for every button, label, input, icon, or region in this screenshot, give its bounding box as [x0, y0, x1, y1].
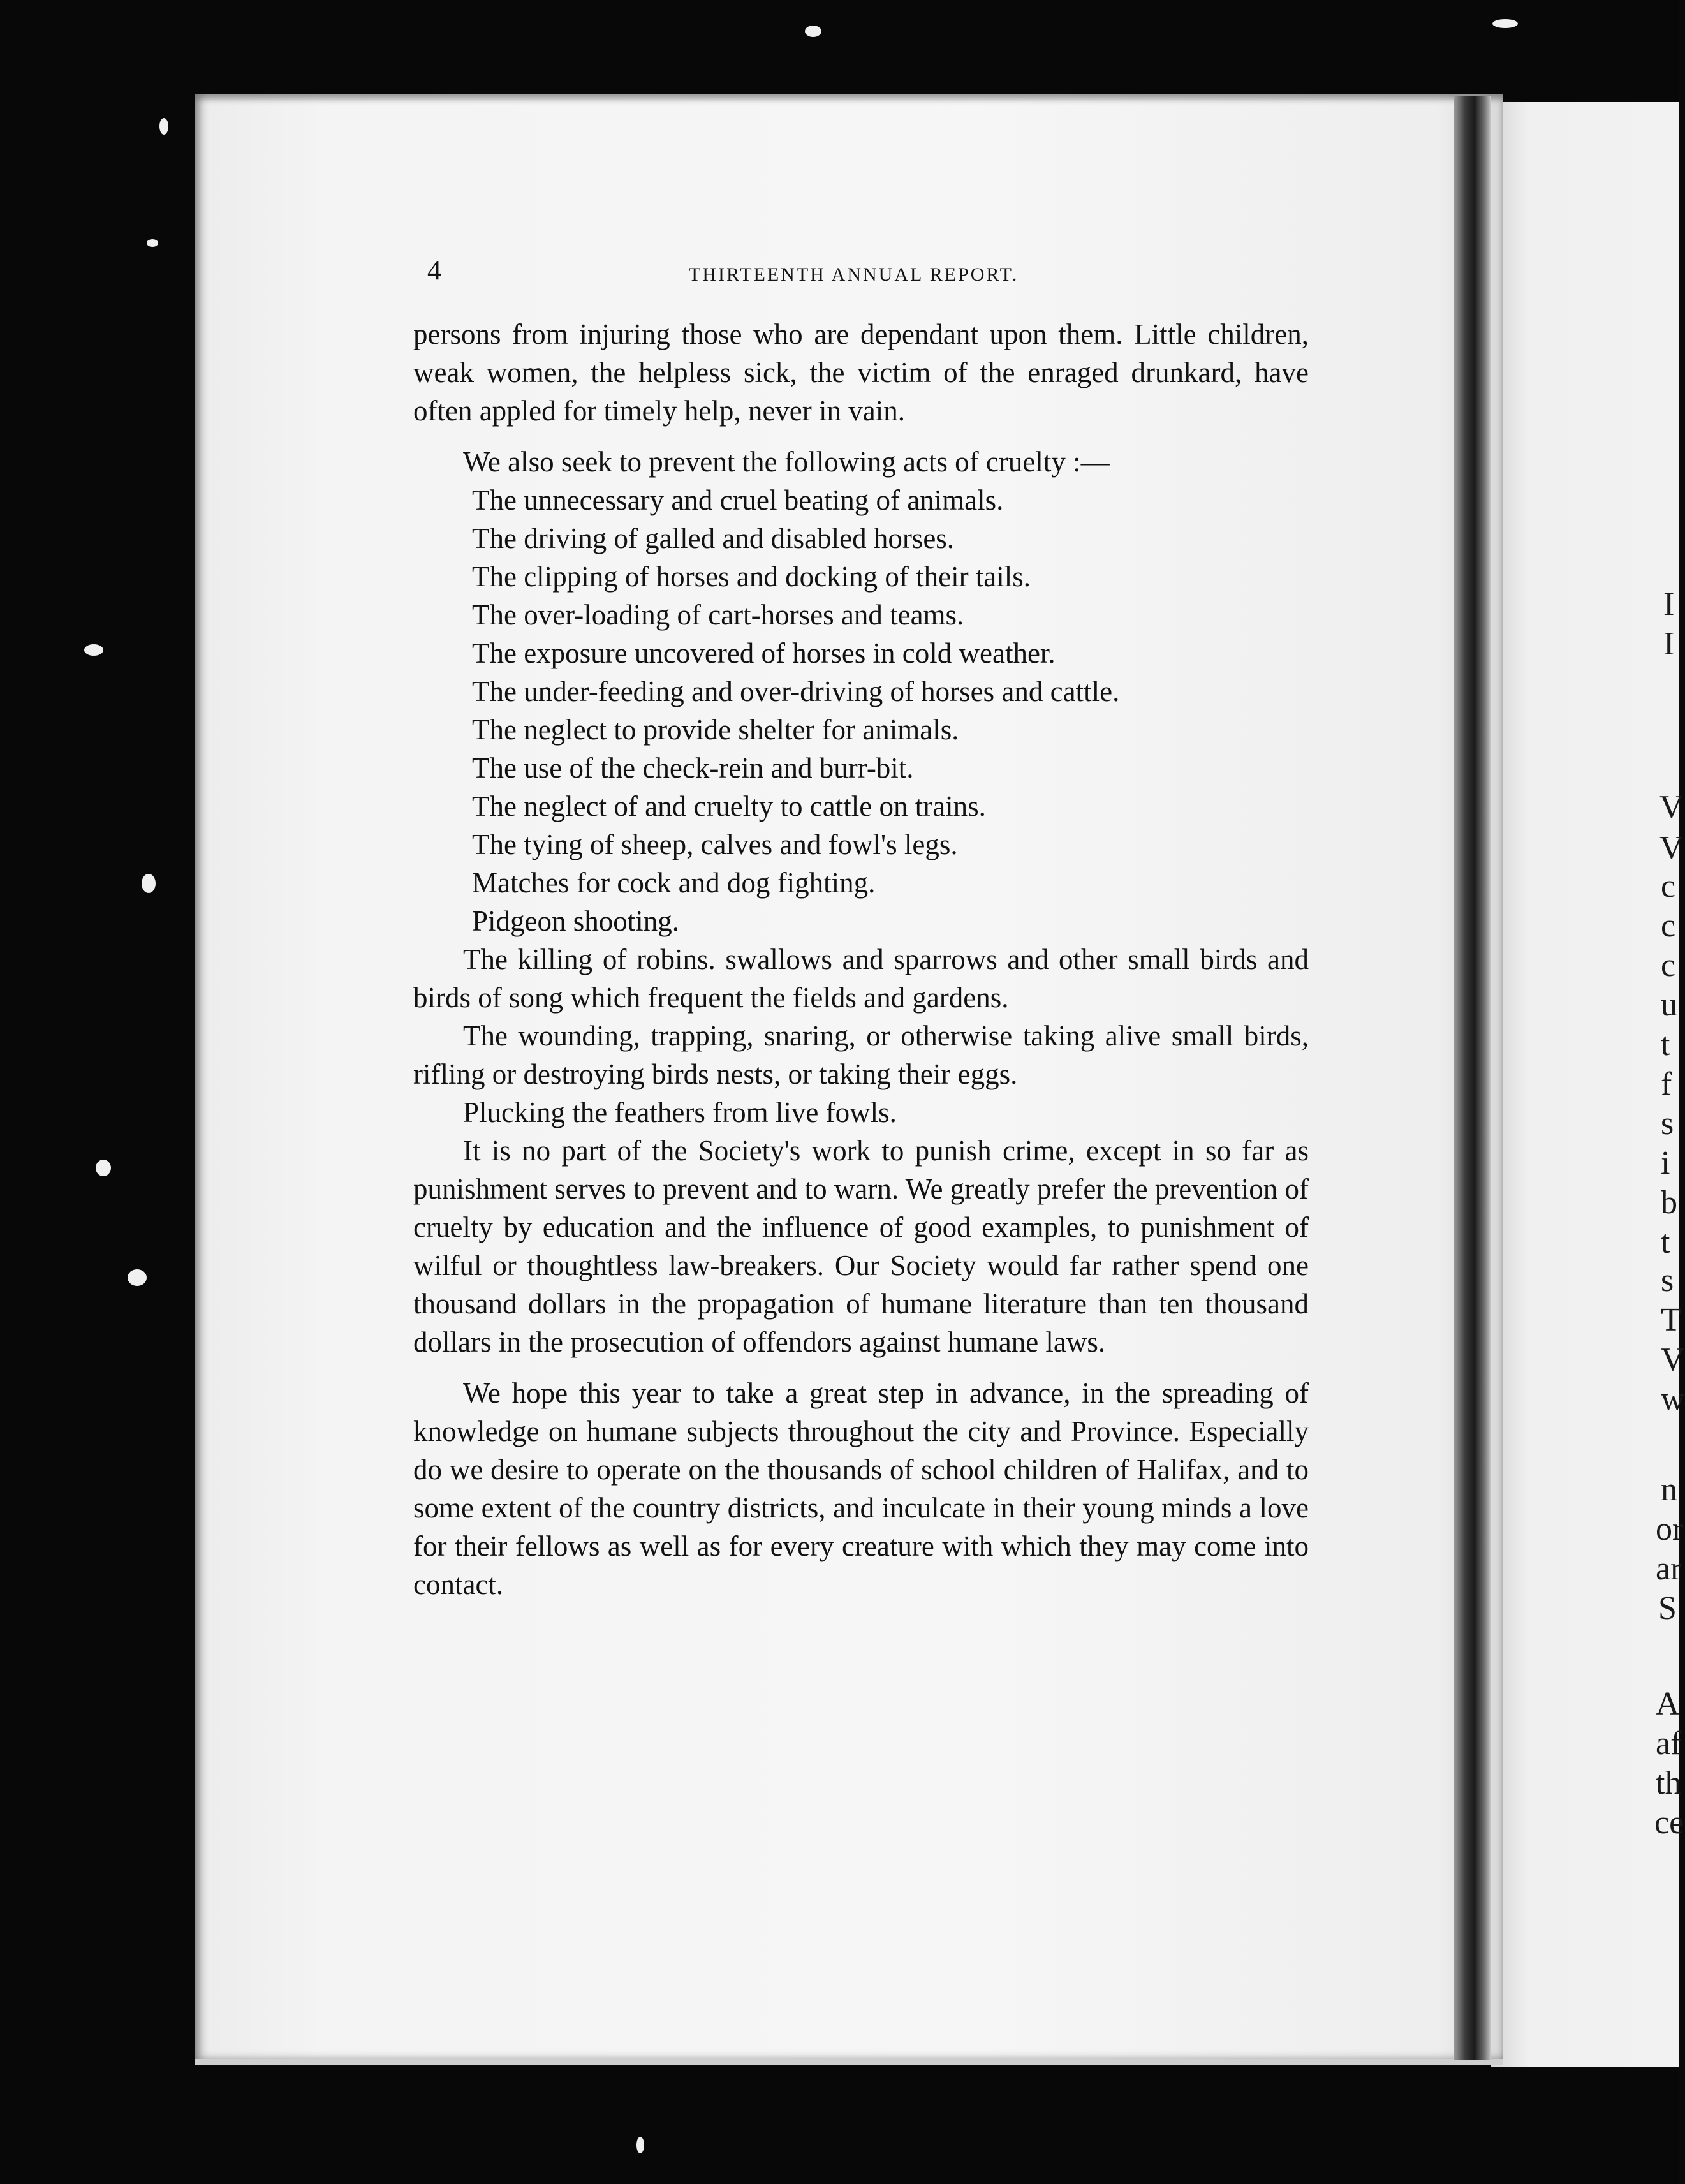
- facing-page-fragment: or: [1656, 1511, 1684, 1547]
- list-item: The unnecessary and cruel beating of animals.: [472, 484, 1004, 516]
- scan-dust-speck: [142, 874, 156, 893]
- facing-page-fragment: c: [1661, 908, 1676, 944]
- facing-page-fragment: t: [1661, 1224, 1670, 1260]
- scan-dust-speck: [147, 239, 158, 247]
- running-head: THIRTEENTH ANNUAL REPORT.: [689, 264, 1019, 285]
- facing-page-fragment: w: [1661, 1381, 1685, 1417]
- facing-page-fragment: i: [1661, 1145, 1670, 1181]
- page-header: [427, 254, 1448, 292]
- scan-dust-speck: [805, 26, 821, 37]
- facing-page: [1491, 102, 1685, 2067]
- trapping-paragraph: The wounding, trapping, snaring, or otherwise taking alive small birds, rifling or destroying birds nests, or taking their eggs.: [413, 1020, 1309, 1090]
- page-body: [413, 315, 1309, 1604]
- crime-paragraph: It is no part of the Society's work to punish crime, except in so far as punishment serves to prevent and to warn. We greatly prefer the prevention of cruelty by education and the influence of good examples, to punishment of wilful or thoughtless law-breakers. Our Society would far rather spend one thousand dollars in the propagation of humane literature than ten thousand dollars in the prosecution of offendors against humane laws.: [413, 1135, 1309, 1358]
- list-item: The use of the check-rein and burr-bit.: [472, 752, 914, 784]
- scan-dust-speck: [128, 1269, 147, 1286]
- list-item: Pidgeon shooting.: [472, 905, 680, 937]
- scan-dust-speck: [84, 644, 103, 656]
- facing-page-fragment: ar: [1656, 1551, 1682, 1587]
- list-item: The tying of sheep, calves and fowl's legs.: [472, 829, 958, 860]
- list-intro: We also seek to prevent the following acts of cruelty :—: [463, 446, 1110, 478]
- facing-page-fragment: T: [1661, 1302, 1681, 1338]
- scan-dust-speck: [159, 118, 168, 135]
- facing-page-fragment: s: [1661, 1262, 1674, 1299]
- facing-page-fragment: th: [1656, 1765, 1682, 1801]
- list-item: The exposure uncovered of horses in cold weather.: [472, 637, 1056, 669]
- facing-page-fragment: ce: [1654, 1804, 1684, 1841]
- book-spine: [1454, 96, 1491, 2060]
- facing-page-fragment: t: [1661, 1026, 1670, 1063]
- plucking-line: Plucking the feathers from live fowls.: [463, 1096, 897, 1128]
- facing-page-fragment: b: [1661, 1184, 1677, 1221]
- scan-dust-speck: [96, 1160, 111, 1176]
- facing-page-fragment: s: [1661, 1105, 1674, 1142]
- facing-page-fragment: I: [1663, 586, 1675, 623]
- list-item: The driving of galled and disabled horses.: [472, 522, 955, 554]
- facing-page-fragment: c: [1661, 947, 1676, 984]
- page-bottom-edge: [195, 2059, 1503, 2065]
- facing-page-fragment: I: [1663, 626, 1675, 662]
- hope-paragraph: We hope this year to take a great step in advance, in the spreading of knowledge on humane subjects throughout the city and Province. Especially do we desire to operate on the thousands of school children of Halifax, and to some extent of the country districts, and inculcate in their young minds a love for their fellows as well as for every creature with which they may come into contact.: [413, 1377, 1309, 1600]
- facing-page-fragment: V: [1661, 1341, 1685, 1378]
- list-item: Matches for cock and dog fighting.: [472, 867, 876, 899]
- scan-dust-speck: [636, 2137, 644, 2153]
- list-item: The neglect of and cruelty to cattle on trains.: [472, 790, 986, 822]
- list-item: The clipping of horses and docking of their tails.: [472, 561, 1031, 593]
- page-number: 4: [427, 255, 441, 286]
- facing-page-fragment: V: [1659, 830, 1684, 866]
- facing-page-fragment: V: [1659, 789, 1684, 825]
- facing-page-fragment: S: [1658, 1590, 1677, 1627]
- list-item: The neglect to provide shelter for animals.: [472, 714, 959, 746]
- facing-page-fragment: n: [1661, 1472, 1677, 1508]
- list-item: The under-feeding and over-driving of horses and cattle.: [472, 675, 1120, 707]
- facing-page-fragment: A: [1656, 1686, 1680, 1722]
- cruelty-acts-list: [413, 481, 1309, 940]
- facing-page-fragment: af: [1656, 1725, 1682, 1762]
- facing-page-fragment: f: [1661, 1066, 1672, 1102]
- opening-paragraph: persons from injuring those who are dependant upon them. Little children, weak women, the helpless sick, the victim of the enraged drunkard, have often appled for timely help, never in vain.: [413, 318, 1309, 427]
- list-item: The over-loading of cart-horses and teams.: [472, 599, 964, 631]
- facing-page-fragment: c: [1661, 868, 1676, 904]
- scan-dust-speck: [1492, 19, 1518, 28]
- facing-page-fragment: u: [1661, 987, 1677, 1023]
- birds-paragraph: The killing of robins. swallows and sparrows and other small birds and birds of song which frequent the fields and gardens.: [413, 943, 1309, 1014]
